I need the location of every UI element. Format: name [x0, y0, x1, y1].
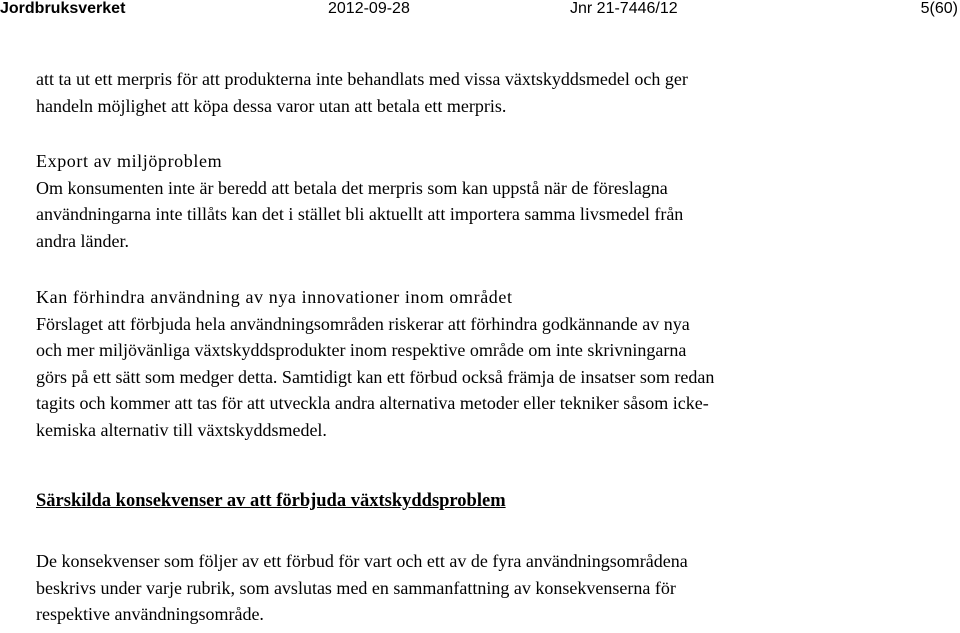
page-number: 5(60) [920, 0, 958, 17]
page-header [0, 0, 960, 22]
text-line: Om konsumenten inte är beredd att betala det merpris som kan uppstå när de föreslagna [36, 177, 668, 198]
subheading-innovation: Kan förhindra användning av nya innovationer inom området [36, 287, 513, 307]
export-paragraph [36, 148, 936, 254]
text-line: kemiska alternativ till växtskyddsmedel. [36, 419, 327, 440]
document-date: 2012-09-28 [328, 0, 410, 17]
subheading-export: Export av miljöproblem [36, 151, 223, 171]
text-line: De konsekvenser som följer av ett förbud för vart och ett av de fyra användningsområdena [36, 551, 688, 571]
organization-name: Jordbruksverket [0, 0, 126, 17]
innovation-paragraph [36, 284, 936, 443]
text-line: att ta ut ett merpris för att produkterna inte behandlats med vissa växtskyddsmedel och ger [36, 69, 688, 89]
text-line: och mer miljövänliga växtskyddsprodukter inom respektive område om inte skrivningarna [36, 340, 687, 360]
consequences-paragraph [36, 548, 936, 628]
text-line: Förslaget att förbjuda hela användningsområden riskerar att förhindra godkännande av nya [36, 313, 690, 334]
text-line: användningarna inte tillåts kan det i stället bli aktuellt att importera samma livsmedel från [36, 204, 684, 224]
text-line: andra länder. [36, 230, 129, 251]
text-line: beskrivs under varje rubrik, som avslutas med en sammanfattning av konsekvenserna för [36, 577, 676, 598]
intro-paragraph [36, 66, 936, 119]
section-heading-block [36, 488, 936, 515]
section-heading: Särskilda konsekvenser av att förbjuda växtskyddsproblem [36, 491, 506, 511]
text-line: respektive användningsområde. [36, 604, 264, 624]
text-line: tagits och kommer att tas för att utveckla andra alternativa metoder eller tekniker såsom icke- [36, 393, 709, 413]
text-line: görs på ett sätt som medger detta. Samtidigt kan ett förbud också främja de insatser som redan [36, 366, 715, 387]
text-line: handeln möjlighet att köpa dessa varor utan att betala ett merpris. [36, 95, 507, 116]
document-reference: Jnr 21-7446/12 [570, 0, 678, 17]
